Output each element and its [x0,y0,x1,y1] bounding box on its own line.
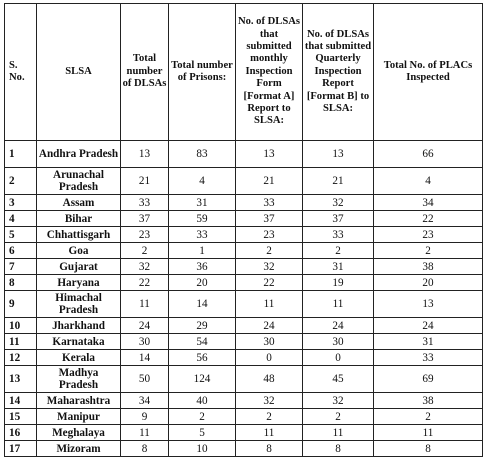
cell-placs-inspected: 38 [374,259,483,275]
cell-format-a: 32 [236,259,303,275]
cell-format-a: 21 [236,168,303,195]
header-slsa: SLSA [37,4,121,141]
cell-format-a: 2 [236,243,303,259]
cell-s-no: 16 [5,425,37,441]
header-placs-inspected: Total No. of PLACs Inspected [374,4,483,141]
cell-slsa: Andhra Pradesh [37,141,121,168]
cell-total-prisons: 56 [169,350,236,366]
cell-s-no: 12 [5,350,37,366]
cell-total-prisons: 1 [169,243,236,259]
cell-total-dlsas: 11 [121,291,169,318]
cell-total-prisons: 124 [169,366,236,393]
cell-total-dlsas: 23 [121,227,169,243]
cell-format-b: 31 [303,259,374,275]
cell-format-a: 13 [236,141,303,168]
cell-format-b: 13 [303,141,374,168]
cell-s-no: 6 [5,243,37,259]
cell-format-b: 11 [303,425,374,441]
header-s-no: S. No. [5,4,37,141]
cell-format-b: 24 [303,318,374,334]
header-format-a: No. of DLSAs that submitted monthly Inspection Form [Format A] Report to SLSA: [236,4,303,141]
cell-placs-inspected: 38 [374,393,483,409]
cell-s-no: 17 [5,441,37,457]
cell-total-dlsas: 50 [121,366,169,393]
cell-s-no: 9 [5,291,37,318]
cell-placs-inspected: 8 [374,441,483,457]
table-row [5,393,483,409]
cell-slsa: Haryana [37,275,121,291]
cell-total-prisons: 10 [169,441,236,457]
cell-format-a: 30 [236,334,303,350]
table-row [5,195,483,211]
cell-total-prisons: 29 [169,318,236,334]
cell-placs-inspected: 24 [374,318,483,334]
table-row [5,291,483,318]
cell-slsa: Goa [37,243,121,259]
cell-slsa: Arunachal Pradesh [37,168,121,195]
cell-slsa: Gujarat [37,259,121,275]
cell-slsa: Kerala [37,350,121,366]
cell-total-dlsas: 32 [121,259,169,275]
cell-format-a: 48 [236,366,303,393]
cell-total-prisons: 31 [169,195,236,211]
cell-format-b: 32 [303,195,374,211]
cell-placs-inspected: 11 [374,425,483,441]
table-row [5,259,483,275]
cell-total-dlsas: 14 [121,350,169,366]
cell-total-prisons: 5 [169,425,236,441]
cell-s-no: 13 [5,366,37,393]
cell-format-b: 32 [303,393,374,409]
cell-total-prisons: 59 [169,211,236,227]
cell-slsa: Assam [37,195,121,211]
cell-format-a: 8 [236,441,303,457]
cell-format-a: 11 [236,425,303,441]
cell-s-no: 14 [5,393,37,409]
cell-slsa: Chhattisgarh [37,227,121,243]
cell-slsa: Karnataka [37,334,121,350]
cell-format-b: 30 [303,334,374,350]
cell-total-dlsas: 13 [121,141,169,168]
table-row [5,168,483,195]
cell-format-b: 0 [303,350,374,366]
cell-format-a: 33 [236,195,303,211]
cell-format-a: 2 [236,409,303,425]
cell-s-no: 1 [5,141,37,168]
cell-placs-inspected: 20 [374,275,483,291]
cell-format-b: 45 [303,366,374,393]
cell-placs-inspected: 69 [374,366,483,393]
cell-format-a: 37 [236,211,303,227]
cell-total-prisons: 20 [169,275,236,291]
table-row [5,243,483,259]
cell-s-no: 11 [5,334,37,350]
cell-s-no: 8 [5,275,37,291]
cell-total-prisons: 36 [169,259,236,275]
cell-total-prisons: 33 [169,227,236,243]
header-total-prisons: Total number of Prisons: [169,4,236,141]
cell-total-prisons: 83 [169,141,236,168]
cell-s-no: 15 [5,409,37,425]
cell-total-dlsas: 2 [121,243,169,259]
cell-slsa: Himachal Pradesh [37,291,121,318]
cell-format-a: 0 [236,350,303,366]
cell-total-dlsas: 30 [121,334,169,350]
cell-total-dlsas: 24 [121,318,169,334]
cell-placs-inspected: 13 [374,291,483,318]
cell-s-no: 7 [5,259,37,275]
cell-format-a: 24 [236,318,303,334]
cell-slsa: Manipur [37,409,121,425]
table-row [5,318,483,334]
cell-slsa: Jharkhand [37,318,121,334]
cell-format-b: 2 [303,409,374,425]
cell-format-a: 32 [236,393,303,409]
cell-placs-inspected: 31 [374,334,483,350]
table-row [5,211,483,227]
cell-s-no: 5 [5,227,37,243]
cell-format-b: 19 [303,275,374,291]
table-row [5,350,483,366]
table-row [5,275,483,291]
cell-placs-inspected: 4 [374,168,483,195]
cell-placs-inspected: 2 [374,243,483,259]
cell-total-prisons: 2 [169,409,236,425]
cell-placs-inspected: 22 [374,211,483,227]
cell-s-no: 3 [5,195,37,211]
cell-total-dlsas: 21 [121,168,169,195]
cell-total-dlsas: 33 [121,195,169,211]
table-row [5,334,483,350]
cell-placs-inspected: 2 [374,409,483,425]
cell-s-no: 4 [5,211,37,227]
cell-total-prisons: 4 [169,168,236,195]
cell-format-b: 33 [303,227,374,243]
cell-total-dlsas: 34 [121,393,169,409]
cell-format-a: 22 [236,275,303,291]
cell-slsa: Bihar [37,211,121,227]
table-body [5,141,483,457]
cell-placs-inspected: 66 [374,141,483,168]
header-format-b: No. of DLSAs that submitted Quarterly Inspection Report [Format B] to SLSA: [303,4,374,141]
cell-format-b: 11 [303,291,374,318]
cell-placs-inspected: 23 [374,227,483,243]
header-row [5,4,483,141]
cell-s-no: 10 [5,318,37,334]
cell-total-dlsas: 11 [121,425,169,441]
slsa-inspection-table [4,3,483,457]
table-row [5,425,483,441]
cell-total-dlsas: 9 [121,409,169,425]
cell-total-dlsas: 8 [121,441,169,457]
cell-format-b: 21 [303,168,374,195]
cell-placs-inspected: 34 [374,195,483,211]
cell-slsa: Mizoram [37,441,121,457]
table-row [5,366,483,393]
cell-format-a: 23 [236,227,303,243]
table-row [5,227,483,243]
header-total-dlsas: Total number of DLSAs [121,4,169,141]
cell-total-dlsas: 37 [121,211,169,227]
table-header [5,4,483,141]
cell-total-dlsas: 22 [121,275,169,291]
cell-total-prisons: 54 [169,334,236,350]
cell-s-no: 2 [5,168,37,195]
cell-slsa: Meghalaya [37,425,121,441]
cell-format-b: 37 [303,211,374,227]
cell-format-a: 11 [236,291,303,318]
cell-placs-inspected: 33 [374,350,483,366]
table-row [5,441,483,457]
cell-total-prisons: 40 [169,393,236,409]
cell-format-b: 2 [303,243,374,259]
cell-total-prisons: 14 [169,291,236,318]
cell-format-b: 8 [303,441,374,457]
cell-slsa: Maharashtra [37,393,121,409]
table-row [5,141,483,168]
cell-slsa: Madhya Pradesh [37,366,121,393]
table-row [5,409,483,425]
